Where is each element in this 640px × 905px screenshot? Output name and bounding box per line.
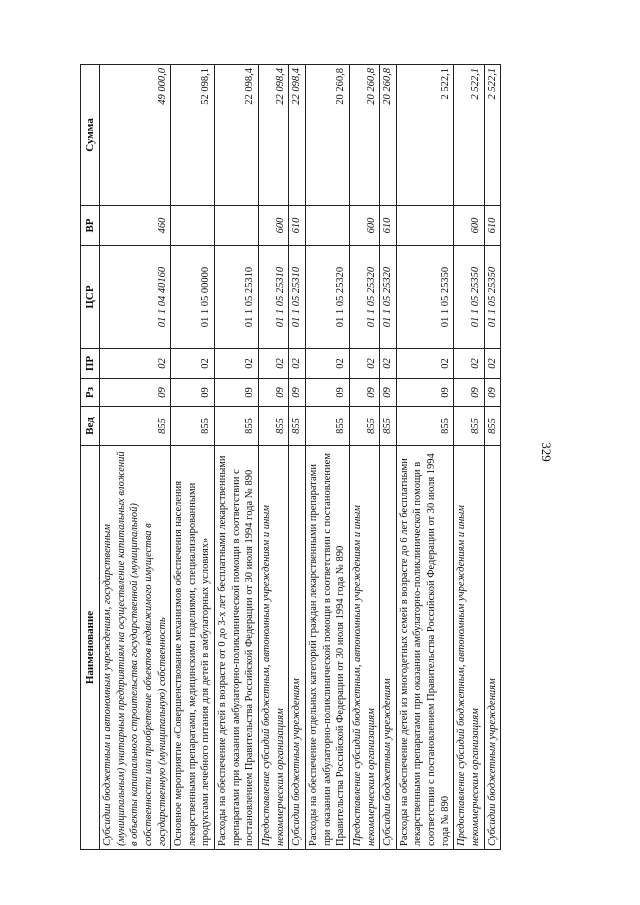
cell-csr: 01 1 05 25310 [259,246,289,349]
cell-sum: 22 098,4 [289,65,306,206]
table-row [380,65,397,850]
cell-rz: 09 [396,379,454,407]
budget-table [80,64,501,850]
cell-name: Предоставление субсидий бюджетным, автономным учреждениям и иным некоммерческим организациям [454,446,484,850]
cell-csr: 01 1 05 25350 [454,246,484,349]
header-sum: Сумма [81,65,100,206]
header-csr: ЦСР [81,246,100,349]
table-row [171,65,215,850]
cell-name: Субсидии бюджетным учреждениям [484,446,501,850]
table-row [100,65,171,850]
table-row [454,65,484,850]
cell-csr: 01 1 04 40160 [100,246,171,349]
cell-sum: 2 522,1 [396,65,454,206]
cell-csr: 01 1 05 25350 [484,246,501,349]
cell-ved: 855 [380,407,397,446]
cell-rz: 09 [349,379,379,407]
cell-rz: 09 [454,379,484,407]
cell-name: Расходы на обеспечение детей из многодетных семей в возрасте до 6 лет бесплатными лекарственными препаратами при оказании амбулаторно-поликлинической помощи в соответствии с постановлением Правительства Российской Федерации от 30 июля 1994 года № 890 [396,446,454,850]
cell-ved: 855 [484,407,501,446]
cell-name: Субсидии бюджетным учреждениям [289,446,306,850]
cell-rz: 09 [484,379,501,407]
cell-ved: 855 [171,407,215,446]
cell-name: Расходы на обеспечение детей в возрасте от 0 до 3-х лет бесплатными лекарственными препаратами при оказании амбулаторно-поликлинической помощи в соответствии с постановлением Правительства Российской Федерации от 30 июля 1994 года № 890 [215,446,259,850]
cell-name: Субсидии бюджетным и автономным учреждениям, государственным (муниципальным) унитарным предприятиям на осуществление капитальных вложений в объекты капитального строительства государственной (муниципальной) собственности или приобретение объектов недвижимого имущества в государственную (муниципальную) собственность [100,446,171,850]
cell-ved: 855 [396,407,454,446]
cell-name: Основное мероприятие «Совершенствование механизмов обеспечения населения лекарственными препаратами, медицинскими изделиями, специализированными продуктами лечебного питания для детей в амбулаторных условиях» [171,446,215,850]
cell-pr: 02 [305,349,349,379]
table-row [215,65,259,850]
cell-csr: 01 1 05 00000 [171,246,215,349]
cell-pr: 02 [171,349,215,379]
table-row [396,65,454,850]
cell-sum: 49 000,0 [100,65,171,206]
cell-name: Предоставление субсидий бюджетным, автономным учреждениям и иным некоммерческим организациям [259,446,289,850]
cell-ved: 855 [215,407,259,446]
cell-csr: 01 1 05 25350 [396,246,454,349]
cell-pr: 02 [100,349,171,379]
header-ved: Вед [81,407,100,446]
cell-name: Субсидии бюджетным учреждениям [380,446,397,850]
cell-vr [171,206,215,246]
cell-vr: 600 [454,206,484,246]
cell-pr: 02 [289,349,306,379]
cell-rz: 09 [215,379,259,407]
cell-vr [215,206,259,246]
cell-vr [396,206,454,246]
cell-csr: 01 1 05 25320 [349,246,379,349]
cell-vr: 610 [484,206,501,246]
table-row [305,65,349,850]
cell-sum: 22 098,4 [215,65,259,206]
cell-pr: 02 [484,349,501,379]
header-name: Наименование [81,446,100,850]
cell-rz: 09 [100,379,171,407]
cell-ved: 855 [349,407,379,446]
cell-name: Предоставление субсидий бюджетным, автономным учреждениям и иным некоммерческим организациям [349,446,379,850]
cell-pr: 02 [454,349,484,379]
cell-ved: 855 [454,407,484,446]
cell-ved: 855 [305,407,349,446]
cell-ved: 855 [100,407,171,446]
header-vr: ВР [81,206,100,246]
cell-pr: 02 [215,349,259,379]
cell-sum: 20 260,8 [305,65,349,206]
cell-vr: 610 [289,206,306,246]
cell-csr: 01 1 05 25310 [215,246,259,349]
cell-pr: 02 [259,349,289,379]
cell-sum: 2 522,1 [484,65,501,206]
cell-sum: 20 260,8 [380,65,397,206]
table-row [349,65,379,850]
cell-rz: 09 [289,379,306,407]
budget-table-container [80,65,548,850]
cell-name: Расходы на обеспечение отдельных категорий граждан лекарственными препаратами при оказании амбулаторно-поликлинической помощи в соответствии с постановлением Правительства Российской Федерации от 30 июля 1994 года № 890 [305,446,349,850]
cell-rz: 09 [305,379,349,407]
table-body [100,65,501,850]
cell-csr: 01 1 05 25320 [305,246,349,349]
cell-pr: 02 [396,349,454,379]
cell-vr: 600 [259,206,289,246]
cell-vr: 600 [349,206,379,246]
cell-rz: 09 [259,379,289,407]
cell-sum: 2 522,1 [454,65,484,206]
cell-vr [305,206,349,246]
page-number: 329 [539,442,554,462]
header-rz: Рз [81,379,100,407]
cell-ved: 855 [259,407,289,446]
cell-csr: 01 1 05 25310 [289,246,306,349]
cell-vr: 610 [380,206,397,246]
cell-sum: 52 098,1 [171,65,215,206]
cell-sum: 20 260,8 [349,65,379,206]
cell-sum: 22 098,4 [259,65,289,206]
cell-rz: 09 [171,379,215,407]
header-pr: ПР [81,349,100,379]
cell-ved: 855 [289,407,306,446]
cell-vr: 460 [100,206,171,246]
cell-pr: 02 [380,349,397,379]
table-row [289,65,306,850]
cell-csr: 01 1 05 25320 [380,246,397,349]
cell-rz: 09 [380,379,397,407]
cell-pr: 02 [349,349,379,379]
table-row [259,65,289,850]
table-header-row [81,65,100,850]
table-row [484,65,501,850]
